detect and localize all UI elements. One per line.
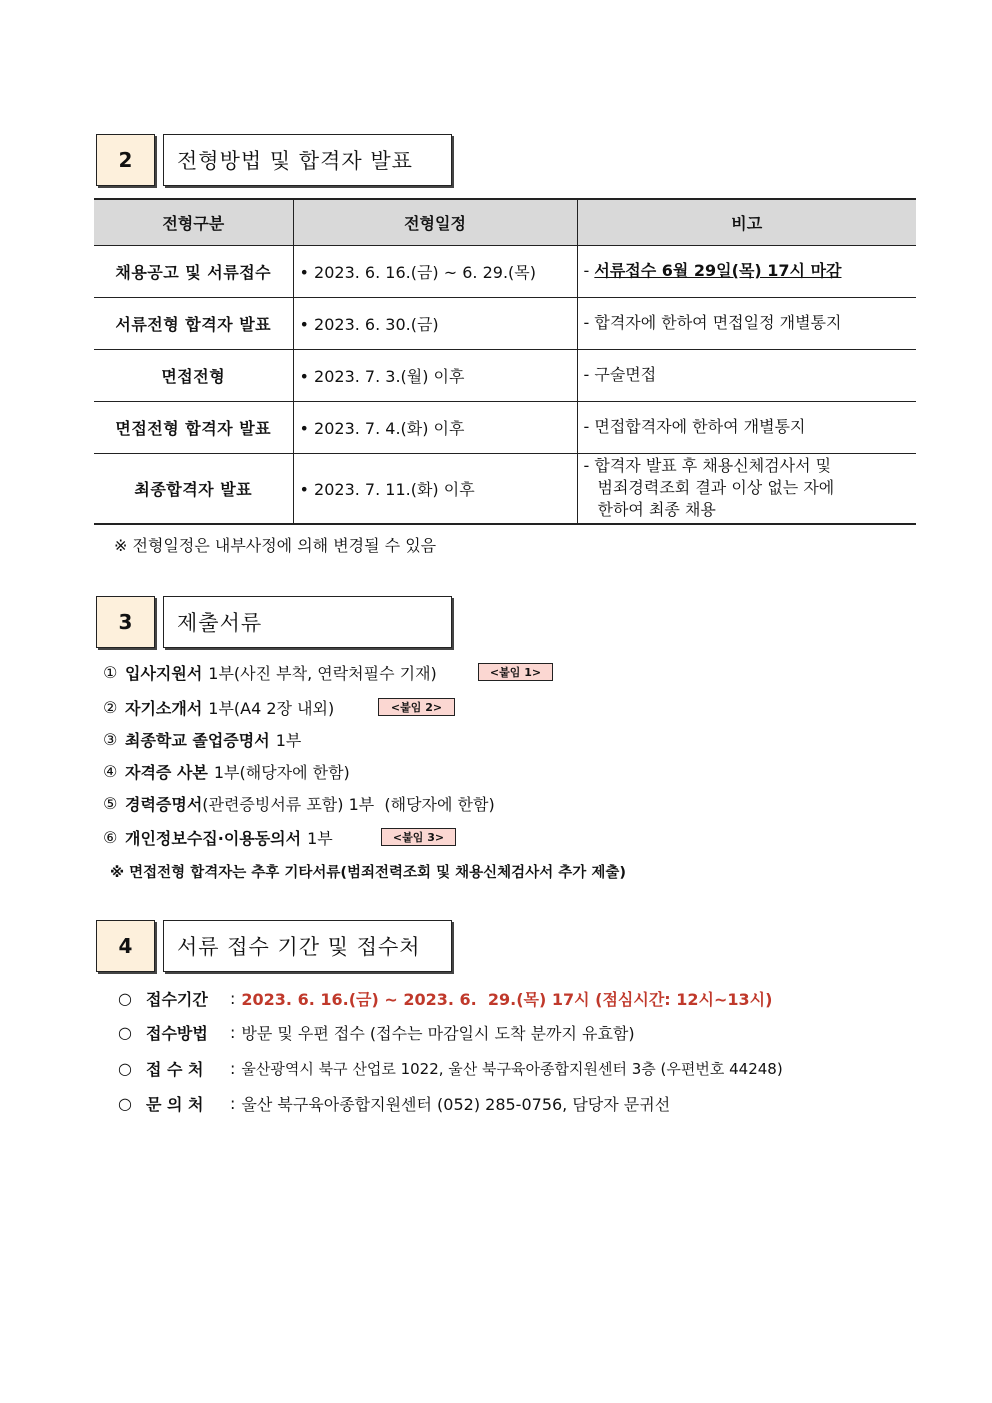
date-cell: • 2023. 7. 11.(화) 이후: [293, 453, 577, 524]
date-cell: • 2023. 7. 3.(월) 이후: [293, 349, 577, 401]
stage-cell: 면접전형 합격자 발표: [94, 401, 293, 453]
item-number: ①: [103, 662, 118, 682]
document-name: 최종학교 졸업증명서: [125, 730, 270, 750]
stage-cell: 서류전형 합격자 발표: [94, 297, 293, 349]
column-header: 비고: [577, 199, 916, 245]
note-cell: - 면접합격자에 한하여 개별통지: [577, 401, 916, 453]
item-number: ⑤: [103, 793, 118, 813]
receipt-address-value: 울산광역시 북구 산업로 1022, 울산 북구육아종합지원센터 3층 (우편번호 44248): [241, 1059, 783, 1078]
document-detail: 1부(사진 부착, 연락처필수 기재): [208, 663, 437, 683]
stage-cell: 면접전형: [94, 349, 293, 401]
section-number: 3: [96, 596, 155, 648]
section-number: 4: [96, 920, 155, 972]
section-title: 제출서류: [163, 596, 452, 648]
document-name: 개인정보수집·이용동의서: [125, 828, 302, 848]
column-header: 전형구분: [94, 199, 293, 245]
receipt-label: 접수기간: [146, 989, 208, 1009]
receipt-method-value: 방문 및 우편 접수 (접수는 마감일시 도착 분까지 유효함): [241, 1023, 635, 1043]
stage-cell: 최종합격자 발표: [94, 453, 293, 524]
attachment-badge: <붙임 3>: [381, 828, 456, 846]
document-item: [103, 826, 333, 848]
circle-bullet: ○: [118, 1093, 132, 1113]
schedule-footnote: ※ 전형일정은 내부사정에 의해 변경될 수 있음: [114, 536, 437, 555]
receipt-label: 접 수 처: [146, 1059, 204, 1079]
colon-separator: :: [230, 1093, 236, 1113]
circle-bullet: ○: [118, 1022, 132, 1042]
note-line: - 합격자 발표 후 채용신체검사서 및: [583, 456, 832, 476]
table-header-row: [94, 199, 916, 245]
item-number: ②: [103, 697, 118, 717]
date-cell: • 2023. 7. 4.(화) 이후: [293, 401, 577, 453]
document-name: 입사지원서: [125, 663, 203, 683]
attachment-badge: <붙임 2>: [378, 698, 455, 716]
table-row: [94, 401, 916, 453]
deadline-note: 서류접수 6월 29일(목) 17시 마감: [594, 261, 842, 280]
receipt-label: 접수방법: [146, 1023, 208, 1043]
date-cell: • 2023. 6. 16.(금) ~ 6. 29.(목): [293, 245, 577, 297]
stage-cell: 채용공고 및 서류접수: [94, 245, 293, 297]
note-prefix: -: [583, 261, 595, 280]
note-line: 한하여 최종 채용: [597, 500, 716, 520]
document-item: [103, 728, 301, 750]
note-line: 범죄경력조회 결과 이상 없는 자에: [597, 478, 835, 498]
circle-bullet: ○: [118, 1058, 132, 1078]
document-detail: (관련증빙서류 포함) 1부 (해당자에 한함): [202, 794, 495, 814]
receipt-item: [118, 1020, 635, 1044]
documents-footnote: ※ 면접전형 합격자는 추후 기타서류(범죄전력조회 및 채용신체검사서 추가 제출): [110, 865, 626, 881]
colon-separator: :: [230, 1058, 236, 1078]
document-detail: 1부(A4 2장 내외): [208, 698, 335, 718]
document-name: 자격증 사본: [125, 762, 208, 782]
note-cell: [577, 453, 916, 524]
receipt-item: [118, 986, 772, 1010]
table-row: [94, 453, 916, 524]
receipt-period-value: 2023. 6. 16.(금) ~ 2023. 6. 29.(목) 17시 (점심시간: 12시~13시): [241, 989, 773, 1009]
item-number: ③: [103, 729, 118, 749]
document-item: [103, 661, 437, 683]
item-number: ④: [103, 761, 118, 781]
document-name: 경력증명서: [125, 794, 203, 814]
table-row: [94, 245, 916, 297]
receipt-contact-value: 울산 북구육아종합지원센터 (052) 285-0756, 담당자 문귀선: [241, 1094, 671, 1114]
section-number: 2: [96, 134, 155, 186]
attachment-badge: <붙임 1>: [478, 663, 553, 681]
document-item: [103, 792, 495, 814]
circle-bullet: ○: [118, 988, 132, 1008]
document-detail: 1부(해당자에 한함): [213, 762, 350, 782]
document-detail: 1부: [307, 828, 333, 848]
note-cell: [577, 245, 916, 297]
note-cell: - 구술면접: [577, 349, 916, 401]
colon-separator: :: [230, 1022, 236, 1042]
document-item: [103, 760, 350, 782]
document-detail: 1부: [275, 730, 302, 750]
note-cell: - 합격자에 한하여 면접일정 개별통지: [577, 297, 916, 349]
section-title: 서류 접수 기간 및 접수처: [163, 920, 452, 972]
document-name: 자기소개서: [125, 698, 203, 718]
receipt-item: [118, 1091, 670, 1115]
table-row: [94, 297, 916, 349]
document-item: [103, 696, 334, 718]
column-header: 전형일정: [293, 199, 577, 245]
receipt-label: 문 의 처: [146, 1094, 204, 1114]
table-row: [94, 349, 916, 401]
section-title: 전형방법 및 합격자 발표: [163, 134, 452, 186]
schedule-table: [94, 198, 916, 525]
item-number: ⑥: [103, 827, 118, 847]
colon-separator: :: [230, 988, 236, 1008]
date-cell: • 2023. 6. 30.(금): [293, 297, 577, 349]
receipt-item: [118, 1056, 783, 1080]
